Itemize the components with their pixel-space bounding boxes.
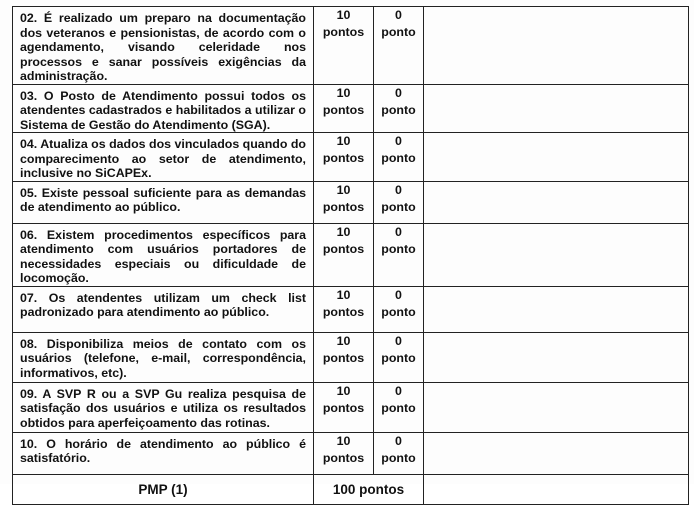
max-score-unit: pontos bbox=[322, 25, 365, 39]
min-score-unit: ponto bbox=[381, 102, 416, 117]
min-score-value: 0 bbox=[395, 433, 402, 448]
criterion-text: 08. Disponibiliza meios de contato com os usuários (telefone, e-mail, correspondência, informativos, etc). bbox=[20, 336, 306, 380]
observation-cell bbox=[424, 332, 689, 382]
criterion-text: 03. O Posto de Atendimento possui todos os atendentes cadastrados e habilitados a utilizar o Sistema de Gestão do Atendimento (SGA). bbox=[20, 88, 306, 132]
observation-cell bbox=[424, 181, 689, 223]
min-score bbox=[374, 181, 424, 223]
criterion-row bbox=[13, 7, 689, 85]
criterion-text: 02. É realizado um preparo na documentação dos veteranos e pensionistas, de acordo com o agendamento, visando celeridade nos processos e sanar possíveis exigências da administração. bbox=[20, 11, 306, 83]
criterion-text: 09. A SVP R ou a SVP Gu realiza pesquisa de satisfação dos usuários e utiliza os resultados obtidos para aperfeiçoamento das rotinas. bbox=[20, 386, 306, 430]
min-score bbox=[374, 7, 424, 85]
observation-cell bbox=[424, 7, 689, 85]
total-value: 100 pontos bbox=[314, 474, 424, 504]
observation-cell bbox=[424, 133, 689, 182]
observation-cell bbox=[424, 223, 689, 286]
max-score-unit: pontos bbox=[322, 350, 365, 365]
min-score bbox=[374, 332, 424, 382]
max-score-value: 10 bbox=[336, 224, 351, 239]
criterion-row bbox=[13, 133, 689, 182]
total-observation-cell bbox=[424, 474, 689, 504]
criterion-cell bbox=[13, 223, 314, 286]
max-score bbox=[314, 181, 374, 223]
max-score-value: 10 bbox=[336, 433, 351, 448]
min-score-value: 0 bbox=[395, 134, 402, 148]
evaluation-table bbox=[12, 6, 689, 505]
min-score-value: 0 bbox=[395, 383, 402, 398]
min-score-unit: ponto bbox=[381, 400, 416, 415]
min-score-unit: ponto bbox=[381, 25, 416, 39]
max-score-value: 10 bbox=[336, 85, 351, 100]
min-score-value: 0 bbox=[395, 182, 402, 197]
criterion-row bbox=[13, 332, 689, 382]
criterion-cell bbox=[13, 181, 314, 223]
criterion-cell bbox=[13, 432, 314, 474]
min-score-value: 0 bbox=[395, 85, 402, 100]
observation-cell bbox=[424, 84, 689, 133]
min-score bbox=[374, 84, 424, 133]
min-score bbox=[374, 133, 424, 182]
max-score bbox=[314, 84, 374, 133]
total-row bbox=[13, 474, 689, 504]
criterion-cell bbox=[13, 382, 314, 432]
criterion-cell bbox=[13, 286, 314, 332]
criterion-text: 07. Os atendentes utilizam um check list padronizado para atendimento ao público. bbox=[20, 290, 306, 319]
max-score bbox=[314, 332, 374, 382]
max-score-unit: pontos bbox=[322, 199, 365, 214]
min-score-value: 0 bbox=[395, 8, 402, 22]
observation-cell bbox=[424, 382, 689, 432]
criterion-cell bbox=[13, 133, 314, 182]
criterion-cell bbox=[13, 332, 314, 382]
evaluation-rows bbox=[13, 7, 689, 475]
min-score-unit: ponto bbox=[381, 304, 416, 319]
max-score bbox=[314, 382, 374, 432]
criterion-text: 10. O horário de atendimento ao público é satisfatório. bbox=[20, 436, 306, 465]
max-score-unit: pontos bbox=[322, 400, 365, 415]
min-score-unit: ponto bbox=[381, 151, 416, 165]
criterion-row bbox=[13, 181, 689, 223]
criterion-text: 04. Atualiza os dados dos vinculados quando do comparecimento ao setor de atendimento, inclusive no SiCAPEx. bbox=[20, 137, 306, 180]
min-score-value: 0 bbox=[395, 287, 402, 302]
criterion-row bbox=[13, 382, 689, 432]
criterion-cell bbox=[13, 84, 314, 133]
observation-cell bbox=[424, 432, 689, 474]
observation-cell bbox=[424, 286, 689, 332]
max-score bbox=[314, 7, 374, 85]
min-score-unit: ponto bbox=[381, 199, 416, 214]
total-label: PMP (1) bbox=[13, 474, 314, 504]
max-score-value: 10 bbox=[336, 8, 351, 22]
max-score bbox=[314, 432, 374, 474]
max-score-unit: pontos bbox=[322, 151, 365, 165]
min-score-unit: ponto bbox=[381, 450, 416, 465]
criterion-row bbox=[13, 432, 689, 474]
max-score-value: 10 bbox=[336, 383, 351, 398]
max-score bbox=[314, 133, 374, 182]
criterion-row bbox=[13, 286, 689, 332]
max-score-unit: pontos bbox=[322, 304, 365, 319]
max-score-unit: pontos bbox=[322, 241, 365, 256]
max-score bbox=[314, 286, 374, 332]
max-score-unit: pontos bbox=[322, 450, 365, 465]
min-score bbox=[374, 382, 424, 432]
max-score-value: 10 bbox=[336, 182, 351, 197]
max-score-unit: pontos bbox=[322, 102, 365, 117]
min-score-unit: ponto bbox=[381, 241, 416, 256]
criterion-text: 05. Existe pessoal suficiente para as demandas de atendimento ao público. bbox=[20, 185, 306, 214]
criterion-cell bbox=[13, 7, 314, 85]
criterion-row bbox=[13, 84, 689, 133]
min-score bbox=[374, 223, 424, 286]
max-score-value: 10 bbox=[336, 134, 351, 148]
criterion-text: 06. Existem procedimentos específicos para atendimento com usuários portadores de necessidades especiais ou dificuldade de locomoção. bbox=[20, 227, 306, 285]
min-score-unit: ponto bbox=[381, 350, 416, 365]
criterion-row bbox=[13, 223, 689, 286]
min-score bbox=[374, 432, 424, 474]
min-score bbox=[374, 286, 424, 332]
min-score-value: 0 bbox=[395, 224, 402, 239]
max-score-value: 10 bbox=[336, 333, 351, 348]
max-score bbox=[314, 223, 374, 286]
max-score-value: 10 bbox=[336, 287, 351, 302]
min-score-value: 0 bbox=[395, 333, 402, 348]
